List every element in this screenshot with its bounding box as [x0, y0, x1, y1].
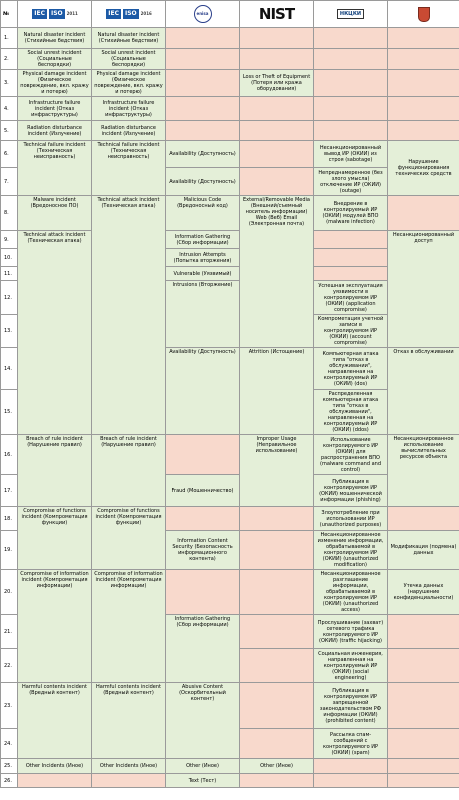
empty-cell — [166, 97, 240, 121]
table-cell: Публикация в контролируемом ИР (ОКИИ) мошеннической информации (phishing) — [314, 475, 388, 507]
fstec-emblem-icon — [388, 1, 459, 28]
table-cell: 26. — [1, 774, 18, 788]
table-cell: Technical failure incident (Техническая неисправность) — [18, 141, 92, 196]
table-cell: 18. — [1, 507, 18, 531]
table-cell: Нарушение функционирования технических средств — [388, 141, 459, 196]
table-cell: 22. — [1, 649, 18, 683]
table-cell: Technical failure incident (Техническая неисправность) — [92, 141, 166, 196]
table-cell: Loss or Theft of Equipment (Потеря или кража оборудования) — [240, 70, 314, 97]
empty-cell — [388, 507, 459, 531]
table-cell: 7. — [1, 168, 18, 196]
table-cell: Fraud (Мошенничество) — [166, 475, 240, 507]
table-cell: Compromise of functions incident (Компрометация функции) — [92, 507, 166, 570]
table-row — [1, 435, 459, 475]
table-cell: Успешная эксплуатация уязвимости в контролируемом ИР (ОКИИ) (application compromise) — [314, 281, 388, 315]
table-cell: Compromise of information incident (Компрометация информации) — [18, 570, 92, 683]
table-cell: Непреднамеренное (без злого умысла) отключение ИР (ОКИИ) (outage) — [314, 168, 388, 196]
table-cell: Natural disaster incident (Стихийные бедствия) — [92, 28, 166, 49]
table-cell: 23. — [1, 683, 18, 729]
table-row — [1, 121, 459, 141]
table-row — [1, 774, 459, 788]
table-row — [1, 759, 459, 774]
empty-cell — [166, 507, 240, 531]
table-cell: Модификация (подмена) данных — [388, 531, 459, 570]
table-cell: Рассылка спам-сообщений с контролируемого ИР (ОКИИ) (spam) — [314, 729, 388, 759]
empty-cell — [166, 28, 240, 49]
table-cell: 13. — [1, 315, 18, 348]
table-cell: Breach of rule incident (Нарушение правил) — [18, 435, 92, 507]
empty-cell — [166, 121, 240, 141]
table-cell: Утечка данных (нарушение конфиденциальности) — [388, 570, 459, 615]
empty-cell — [314, 121, 388, 141]
table-cell: Infrastructure failure incident (Отказ инфраструктуры) — [92, 97, 166, 121]
empty-cell — [240, 774, 314, 788]
table-cell: Отказ в обслуживании — [388, 348, 459, 435]
table-cell: Компьютерная атака типа "отказ в обслуживании", направленная на контролируемый ИР (ОКИИ) (dos) — [314, 348, 388, 390]
table-cell: Abusive Content (Оскорбительный контент) — [166, 683, 240, 759]
table-cell: Внедрение в контролируемый ИР (ОКИИ) модулей ВПО (malware infection) — [314, 196, 388, 231]
empty-cell — [314, 774, 388, 788]
table-cell: Improper Usage (Неправильное использование) — [240, 435, 314, 507]
empty-cell — [240, 28, 314, 49]
table-cell: 2. — [1, 49, 18, 70]
table-cell: 21. — [1, 615, 18, 649]
empty-cell — [240, 507, 314, 531]
empty-cell — [240, 570, 314, 615]
table-cell: 17. — [1, 475, 18, 507]
iec-iso-2016-logo: IEC ISO 2016 — [92, 1, 166, 28]
empty-cell — [240, 649, 314, 683]
table-row — [1, 97, 459, 121]
empty-cell — [388, 759, 459, 774]
table-cell: Technical attack incident (Техническая атака) — [92, 196, 166, 435]
table-cell: Несанкционированное разглашение информации, обрабатываемой в контролируемом ИР (ОКИИ) (unauthorized access) — [314, 570, 388, 615]
empty-cell — [240, 49, 314, 70]
table-cell: 1. — [1, 28, 18, 49]
table-row — [1, 507, 459, 531]
nist-logo: NIST — [240, 1, 314, 28]
empty-cell — [92, 774, 166, 788]
table-row — [1, 570, 459, 615]
table-cell: 20. — [1, 570, 18, 615]
empty-cell — [388, 729, 459, 759]
table-cell: 6. — [1, 141, 18, 168]
table-cell: Social unrest incident (Социальные беспорядки) — [92, 49, 166, 70]
table-cell: Harmful contents incident (Вредный контент) — [92, 683, 166, 759]
empty-cell — [388, 683, 459, 729]
table-cell: 15. — [1, 390, 18, 435]
empty-cell — [240, 683, 314, 729]
empty-cell — [314, 759, 388, 774]
empty-cell — [166, 570, 240, 615]
table-cell: Несанкционированное изменение информации, обрабатываемой в контролируемом ИР (ОКИИ) (unauthorized modification) — [314, 531, 388, 570]
table-cell: Natural disaster incident (Стихийные бедствия) — [18, 28, 92, 49]
table-cell: Несанкционированный доступ — [388, 231, 459, 348]
table-cell: Information Gathering (Сбор информации) — [166, 615, 240, 683]
enisa-logo: enisa — [166, 1, 240, 28]
table-cell: Infrastructure failure incident (Отказ инфраструктуры) — [18, 97, 92, 121]
table-cell: 5. — [1, 121, 18, 141]
table-cell: 16. — [1, 435, 18, 475]
table-cell: Vulnerable (Уязвимый) — [166, 267, 240, 281]
table-cell: Text (Тест) — [166, 774, 240, 788]
table-cell: 24. — [1, 729, 18, 759]
table-row — [1, 28, 459, 49]
table-cell: Technical attack incident (Техническая атака) — [18, 231, 92, 435]
table-cell: Несанкционированное использование вычислительных ресурсов объекта — [388, 435, 459, 507]
table-cell: Availability (Доступность) — [166, 141, 240, 168]
table-cell: Malicious Code (Вредоносный код) — [166, 196, 240, 231]
table-cell: Attrition (Истощение) — [240, 348, 314, 435]
table-cell: 19. — [1, 531, 18, 570]
table-cell: Other (Иное) — [166, 759, 240, 774]
table-cell: Intrusions (Вторжение) — [166, 281, 240, 348]
table-cell: Публикация в контролируемом ИР запрещенной законодательством РФ информации (ОКИИ) (prohibited content) — [314, 683, 388, 729]
empty-cell — [314, 28, 388, 49]
empty-cell — [240, 168, 314, 196]
empty-cell — [240, 121, 314, 141]
empty-cell — [388, 28, 459, 49]
table-cell: 9. — [1, 231, 18, 249]
table-cell: Compromise of information incident (Компрометация информации) — [92, 570, 166, 683]
table-cell: Physical damage incident (Физическое повреждение, вкл. кражу и потерю) — [92, 70, 166, 97]
table-cell: Social unrest incident (Социальные беспорядки) — [18, 49, 92, 70]
table-cell: Прослушивание (захват) сетевого трафика контролируемого ИР (ОКИИ) (traffic hijacking) — [314, 615, 388, 649]
table-row — [1, 683, 459, 729]
table-cell: 10. — [1, 249, 18, 267]
table-cell: Использование контролируемого ИР (ОКИИ) для распространения ВПО (malware command and control) — [314, 435, 388, 475]
empty-cell — [166, 435, 240, 475]
table-cell: Социальная инженерия, направленная на контролируемый ИР (ОКИИ) (social engineering) — [314, 649, 388, 683]
table-row — [1, 141, 459, 168]
table-cell: Злоупотребление при использовании ИР (unauthorized purposes) — [314, 507, 388, 531]
table-cell: Intrusion Attempts (Попытка вторжения) — [166, 249, 240, 267]
table-cell: Распределенная компьютерная атака типа "отказ в обслуживании", направленная на контролируемый ИР (ОКИИ) (ddos) — [314, 390, 388, 435]
empty-cell — [388, 97, 459, 121]
table-cell: Harmful contents incident (Вредный контент) — [18, 683, 92, 759]
empty-cell — [18, 774, 92, 788]
table-cell: 11. — [1, 267, 18, 281]
empty-cell — [314, 249, 388, 267]
empty-cell — [388, 49, 459, 70]
header-row — [1, 1, 459, 28]
table-cell: 8. — [1, 196, 18, 231]
table-cell: Malware incident (Вредоносное ПО) — [18, 196, 92, 231]
empty-cell — [240, 615, 314, 649]
table-cell: Compromise of functions incident (Компрометация функции) — [18, 507, 92, 570]
number-header: № — [1, 1, 18, 28]
table-cell: Information Content Security (Безопасность информационного контента) — [166, 531, 240, 570]
empty-cell — [240, 531, 314, 570]
empty-cell — [314, 231, 388, 249]
table-cell: Availability (Доступность) — [166, 168, 240, 196]
table-cell: Несанкционированный вывод ИР (ОКИИ) из строя (sabotage) — [314, 141, 388, 168]
table-row — [1, 70, 459, 97]
empty-cell — [166, 70, 240, 97]
empty-cell — [314, 97, 388, 121]
empty-cell — [388, 196, 459, 231]
empty-cell — [388, 649, 459, 683]
table-cell: 12. — [1, 281, 18, 315]
table-cell: External/Removable Media (Внешний/съемный носитель информации) Web (Веб) Email (Электронная почта) — [240, 196, 314, 348]
table-cell: Other Incidents (Иное) — [18, 759, 92, 774]
table-cell: 14. — [1, 348, 18, 390]
empty-cell — [314, 70, 388, 97]
table-cell: Other Incidents (Иное) — [92, 759, 166, 774]
table-cell: Information Gathering (Сбор информации) — [166, 231, 240, 249]
empty-cell — [240, 97, 314, 121]
empty-cell — [314, 49, 388, 70]
table-cell: Компрометация учетной записи в контролируемом ИР (ОКИИ) (account compromise) — [314, 315, 388, 348]
table-row — [1, 196, 459, 231]
table-cell: Physical damage incident (Физическое повреждение, вкл. кражу и потерю) — [18, 70, 92, 97]
empty-cell — [388, 774, 459, 788]
nkcki-logo: НКЦКИ — [314, 1, 388, 28]
iec-iso-2011-logo: IEC ISO 2011 — [18, 1, 92, 28]
empty-cell — [388, 615, 459, 649]
table-row — [1, 49, 459, 70]
empty-cell — [314, 267, 388, 281]
table-cell: 4. — [1, 97, 18, 121]
table-cell: 3. — [1, 70, 18, 97]
empty-cell — [240, 141, 314, 168]
table-cell: Radiation disturbance incident (Излучение) — [92, 121, 166, 141]
table-cell: 25. — [1, 759, 18, 774]
empty-cell — [240, 729, 314, 759]
table-cell: Radiation disturbance incident (Излучение) — [18, 121, 92, 141]
empty-cell — [166, 49, 240, 70]
table-cell: Other (Иное) — [240, 759, 314, 774]
empty-cell — [388, 70, 459, 97]
table-row — [1, 231, 459, 249]
empty-cell — [388, 121, 459, 141]
table-cell: Availability (Доступность) — [166, 348, 240, 435]
table-cell: Breach of rule incident (Нарушение правил) — [92, 435, 166, 507]
